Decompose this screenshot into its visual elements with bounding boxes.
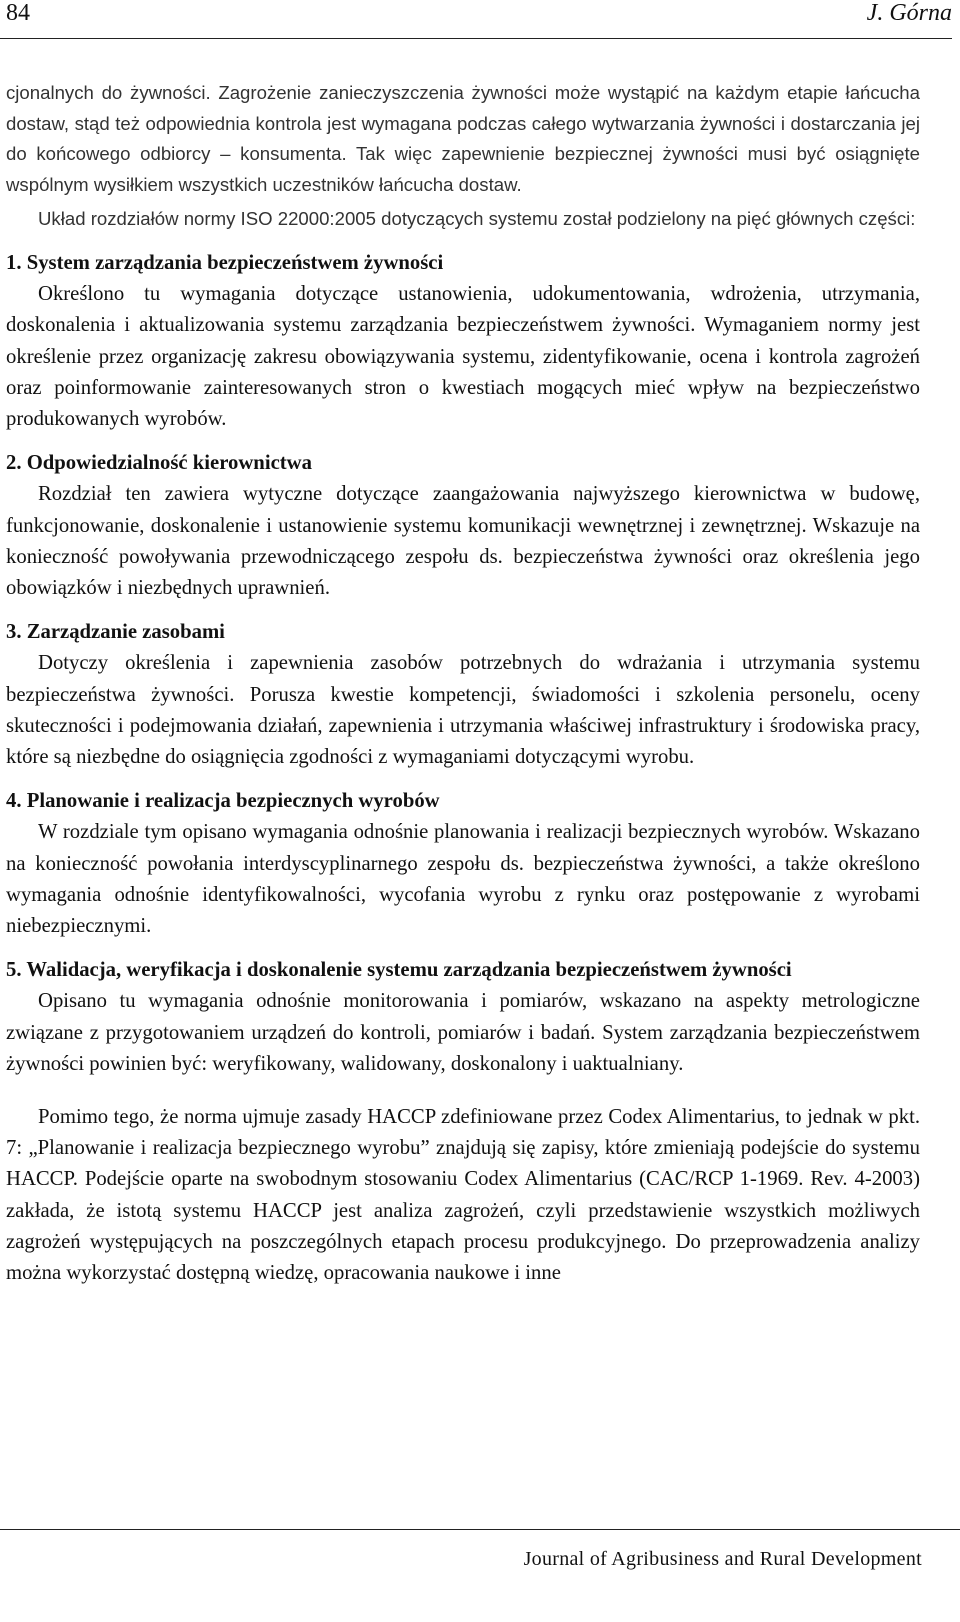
section-4	[6, 786, 920, 942]
section-2	[6, 448, 920, 604]
section-body: Określono tu wymagania dotyczące ustanowienia, udokumentowania, wdrożenia, utrzymania, doskonalenia i aktualizowania systemu zarządzania bezpieczeństwem żywności. Wymaganiem normy jest określenie przez organizację zakresu obowiązywania systemu, zidentyfikowanie, ocena i kontrola zagrożeń oraz poinformowanie zainteresowanych stron o kwestiach mogących mieć wpływ na bezpieczeństwo produkowanych wyrobów.	[6, 283, 920, 430]
section-title: 5. Walidacja, weryfikacja i doskonalenie systemu zarządzania bezpieczeństwem żywności	[6, 959, 792, 982]
journal-footer: Journal of Agribusiness and Rural Development	[523, 1548, 922, 1570]
section-body: W rozdziale tym opisano wymagania odnośnie planowania i realizacji bezpiecznych wyrobów. Wskazano na konieczność powołania interdyscyplinarnego zespołu ds. bezpieczeństwa żywności, a także określono wymagania odnośnie identyfikowalności, wycofania wyrobu z rynku oraz postępowanie z wyrobami niebezpiecznymi.	[6, 821, 920, 938]
section-body: Dotyczy określenia i zapewnienia zasobów potrzebnych do wdrażania i utrzymania systemu bezpieczeństwa żywności. Porusza kwestie kompetencji, świadomości i szkolenia personelu, oceny skuteczności i podejmowania działań, zapewnienia i utrzymania właściwej infrastruktury i środowiska pracy, które są niezbędne do osiągnięcia zgodności z wymaganiami dotyczącymi wyrobu.	[6, 652, 920, 769]
page-body	[6, 78, 920, 1289]
footer-divider	[0, 1529, 960, 1530]
section-title: 2. Odpowiedzialność kierownictwa	[6, 452, 312, 475]
intro-paragraph-1: cjonalnych do żywności. Zagrożenie zanieczyszczenia żywności może wystąpić na każdym etapie łańcucha dostaw, stąd też odpowiednia kontrola jest wymagana podczas całego wytwarzania żywności i dostarczania jej do końcowego odbiorcy – konsumenta. Tak więc zapewnienie bezpiecznej żywności musi być osiągnięte wspólnym wysiłkiem wszystkich uczestników łańcucha dostaw.	[6, 82, 920, 195]
section-3	[6, 617, 920, 773]
section-title: 3. Zarządzanie zasobami	[6, 621, 225, 644]
section-5	[6, 955, 920, 1080]
section-body: Opisano tu wymagania odnośnie monitorowania i pomiarów, wskazano na aspekty metrologiczne związane z przygotowaniem urządzeń do kontroli, pomiarów i badań. System zarządzania bezpieczeństwem żywności powinien być: weryfikowany, walidowany, doskonalony i uaktualniany.	[6, 990, 920, 1075]
intro-paragraph-2: Układ rozdziałów normy ISO 22000:2005 dotyczących systemu został podzielony na pięć głównych części:	[38, 208, 916, 230]
section-title: 4. Planowanie i realizacja bezpiecznych wyrobów	[6, 790, 440, 813]
section-1	[6, 248, 920, 435]
page-number: 84	[6, 0, 30, 26]
header-divider	[0, 38, 952, 39]
section-title: 1. System zarządzania bezpieczeństwem żywności	[6, 251, 444, 274]
page-header	[6, 0, 952, 34]
closing-paragraph: Pomimo tego, że norma ujmuje zasady HACCP zdefiniowane przez Codex Alimentarius, to jednak w pkt. 7: „Planowanie i realizacja bezpiecznego wyrobu” znajdują się zapisy, które zmieniają podejście do systemu HACCP. Podejście oparte na swobodnym stosowaniu Codex Alimentarius (CAC/RCP 1-1969. Rev. 4-2003) zakłada, że istotą systemu HACCP jest analiza zagrożeń, czyli przedstawienie wszystkich możliwych zagrożeń występujących na poszczególnych etapach procesu produkcyjnego. Do przeprowadzenia analizy można wykorzystać dostępną wiedzę, opracowania naukowe i inne	[6, 1106, 920, 1285]
section-body: Rozdział ten zawiera wytyczne dotyczące zaangażowania najwyższego kierownictwa w budowę, funkcjonowanie, doskonalenie i ustanowienie systemu komunikacji wewnętrznej i zewnętrznej. Wskazuje na konieczność powoływania przewodniczącego zespołu ds. bezpieczeństwa żywności oraz określenia jego obowiązków i niezbędnych uprawnień.	[6, 483, 920, 599]
running-author: J. Górna	[866, 0, 952, 26]
